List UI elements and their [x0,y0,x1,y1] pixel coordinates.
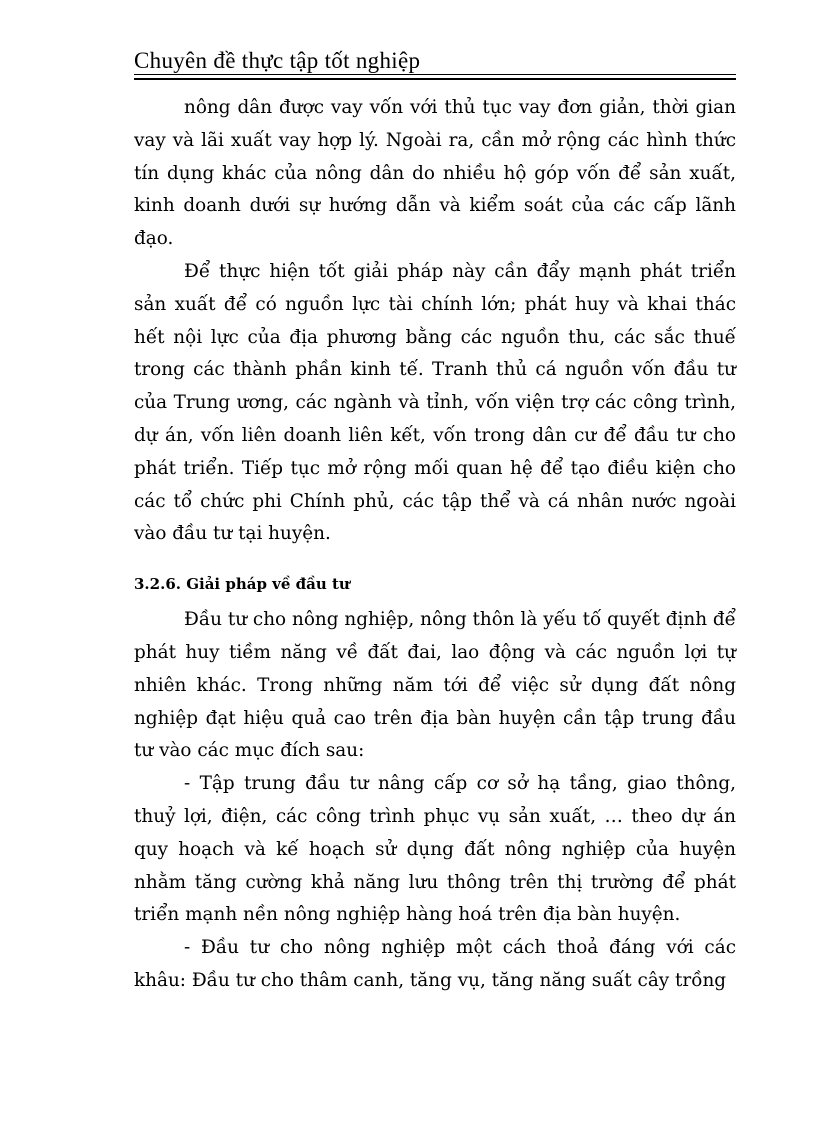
paragraph-4: - Tập trung đầu tư nâng cấp cơ sở hạ tầng, giao thông, thuỷ lợi, điện, các công trình phục vụ sản xuất, … theo dự án quy hoạch và kế hoạch sử dụng đất nông nghiệp của huyện nhằm tăng cường khả năng lưu thông trên thị trường để phát triển mạnh nền nông nghiệp hàng hoá trên địa bàn huyện. [134,773,736,926]
section-heading: 3.2.6. Giải pháp về đầu tư [134,575,350,594]
document-body [134,92,736,998]
paragraph-3: Đầu tư cho nông nghiệp, nông thôn là yếu tố quyết định để phát huy tiềm năng về đất đai, lao động và các nguồn lợi tự nhiên khác. Trong những năm tới để việc sử dụng đất nông nghiệp đạt hiệu quả cao trên địa bàn huyện cần tập trung đầu tư vào các mục đích sau: [134,609,736,762]
header-rule-thin [134,74,736,75]
paragraph-2: Để thực hiện tốt giải pháp này cần đẩy mạnh phát triển sản xuất để có nguồn lực tài chính lớn; phát huy và khai thác hết nội lực của địa phương bằng các nguồn thu, các sắc thuế trong các thành phần kinh tế. Tranh thủ cá nguồn vốn đầu tư của Trung ương, các ngành và tỉnh, vốn viện trợ các công trình, dự án, vốn liên doanh liên kết, vốn trong dân cư để đầu tư cho phát triển. Tiếp tục mở rộng mối quan hệ để tạo điều kiện cho các tổ chức phi Chính phủ, các tập thể và cá nhân nước ngoài vào đầu tư tại huyện. [134,260,736,545]
paragraph-5: - Đầu tư cho nông nghiệp một cách thoả đáng với các khâu: Đầu tư cho thâm canh, tăng vụ, tăng năng suất cây trồng [134,937,736,991]
page-header-title: Chuyên đề thực tập tốt nghiệp [134,48,421,73]
paragraph-1: nông dân được vay vốn với thủ tục vay đơn giản, thời gian vay và lãi xuất vay hợp lý. Ngoài ra, cần mở rộng các hình thức tín dụng khác của nông dân do nhiều hộ góp vốn để sản xuất, kinh doanh dưới sự hướng dẫn và kiểm soát của các cấp lãnh đạo. [134,97,736,250]
header-rule-thick [134,78,736,80]
